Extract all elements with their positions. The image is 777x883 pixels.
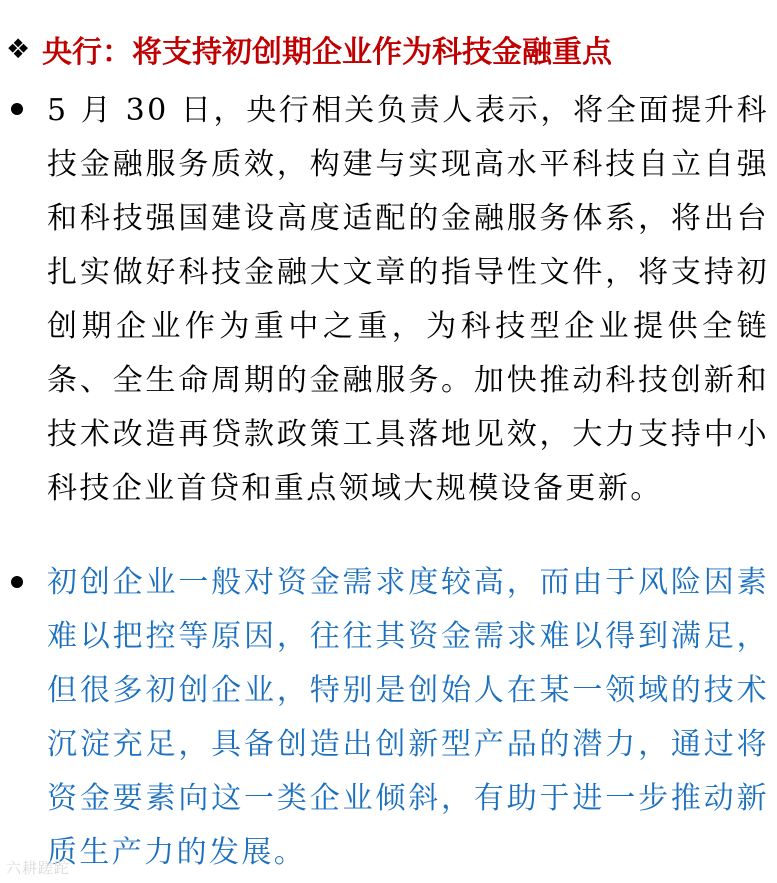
headline-title: 央行：将支持初创期企业作为科技金融重点: [42, 35, 612, 70]
bullet-text-analysis: 初创企业一般对资金需求度较高，而由于风险因素难以把控等原因，往往其资金需求难以得到满足，但很多初创企业，特别是创始人在某一领域的技术沉淀充足，具备创造出创新型产品的潜力，通过将资金要素向这一类企业倾斜，有助于进一步推动新质生产力的发展。: [47, 565, 769, 870]
bullet-dot-icon: [11, 103, 23, 115]
bullet-dot-icon: [11, 576, 23, 588]
bullet-text-policy: 5 月 30 日，央行相关负责人表示，将全面提升科技金融服务质效，构建与实现高水平科技自立自强和科技强国建设高度适配的金融服务体系，将出台扎实做好科技金融大文章的指导性文件，将支持初创期企业作为重中之重，为科技型企业提供全链条、全生命周期的金融服务。加快推动科技创新和技术改造再贷款政策工具落地见效，大力支持中小科技企业首贷和重点领域大规模设备更新。: [47, 93, 769, 506]
slide-headline: [6, 26, 771, 72]
diamond-bullet-icon: ❖: [6, 33, 31, 65]
watermark-logo: 六耕蹉跎: [6, 859, 71, 877]
